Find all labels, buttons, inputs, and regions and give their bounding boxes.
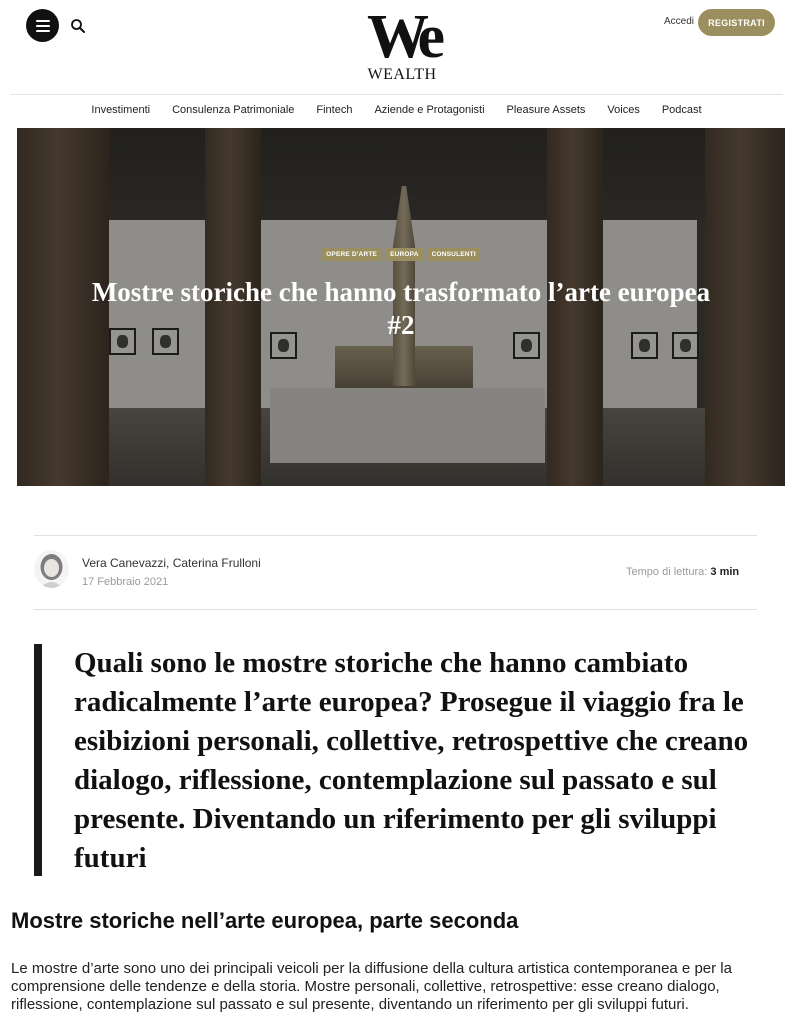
nav-item-aziende-protagonisti[interactable]: Aziende e Protagonisti bbox=[374, 104, 485, 116]
logo-mark: We bbox=[366, 3, 438, 71]
author-avatar[interactable] bbox=[34, 550, 69, 588]
register-button[interactable]: REGISTRATI bbox=[698, 9, 775, 36]
login-link[interactable]: Accedi bbox=[664, 16, 695, 27]
hamburger-icon bbox=[36, 20, 50, 22]
site-logo[interactable] bbox=[352, 3, 452, 86]
nav-item-fintech[interactable]: Fintech bbox=[316, 104, 353, 116]
menu-button[interactable] bbox=[26, 9, 59, 42]
article-title: Mostre storiche che hanno trasformato l’arte europea #2 bbox=[91, 277, 711, 340]
reading-time-label: Tempo di lettura: bbox=[626, 566, 708, 578]
hero-tags bbox=[17, 248, 785, 261]
logo-wordmark: WEALTH bbox=[367, 66, 437, 83]
nav-item-podcast[interactable]: Podcast bbox=[661, 104, 702, 116]
meta-divider-top bbox=[34, 535, 757, 536]
hamburger-icon-line bbox=[36, 25, 50, 27]
tag-opere-darte[interactable]: OPERE D'ARTE bbox=[322, 248, 381, 261]
nav-item-pleasure-assets[interactable]: Pleasure Assets bbox=[506, 104, 586, 116]
tag-europa[interactable]: EUROPA bbox=[386, 248, 423, 261]
tag-consulenti[interactable]: CONSULENTI bbox=[428, 248, 480, 261]
header-divider bbox=[10, 94, 783, 95]
hamburger-icon-line bbox=[36, 30, 50, 32]
hero-image bbox=[17, 128, 785, 486]
author-avatar-illustration bbox=[34, 550, 69, 588]
lead-quote-bar bbox=[34, 644, 42, 876]
article-body: Le mostre d’arte sono uno dei principali veicoli per la diffusione della cultura artistica contemporanea e per la comprensione delle tendenze e della storia. Mostre personali, collettive, retrospettive: esse creano dialogo, riflessione, contemplazione sul passato e sul presente, diventando un riferimento per gli sviluppi futuri. bbox=[11, 960, 732, 1013]
nav-item-consulenza-patrimoniale[interactable]: Consulenza Patrimoniale bbox=[172, 104, 295, 116]
meta-divider-bottom bbox=[34, 609, 757, 610]
article-authors[interactable]: Vera Canevazzi, Caterina Frulloni bbox=[82, 556, 261, 570]
main-nav bbox=[0, 96, 793, 124]
reading-time-value: 3 min bbox=[710, 566, 740, 578]
article-lead: Quali sono le mostre storiche che hanno cambiato radicalmente l’arte europea? Prosegue il viaggio fra le esibizioni personali, collettive, retrospettive che creano dialogo, riflessione, contemplazione sul passato e sul presente. Diventando un riferimento per gli sviluppi futuri bbox=[74, 647, 749, 874]
search-icon[interactable] bbox=[70, 18, 86, 34]
nav-item-investimenti[interactable]: Investimenti bbox=[91, 104, 151, 116]
nav-item-voices[interactable]: Voices bbox=[607, 104, 640, 116]
section-title: Mostre storiche nell’arte europea, parte seconda bbox=[11, 908, 519, 933]
reading-time bbox=[626, 566, 739, 578]
site-header bbox=[0, 0, 793, 94]
article-date: 17 Febbraio 2021 bbox=[82, 576, 169, 588]
